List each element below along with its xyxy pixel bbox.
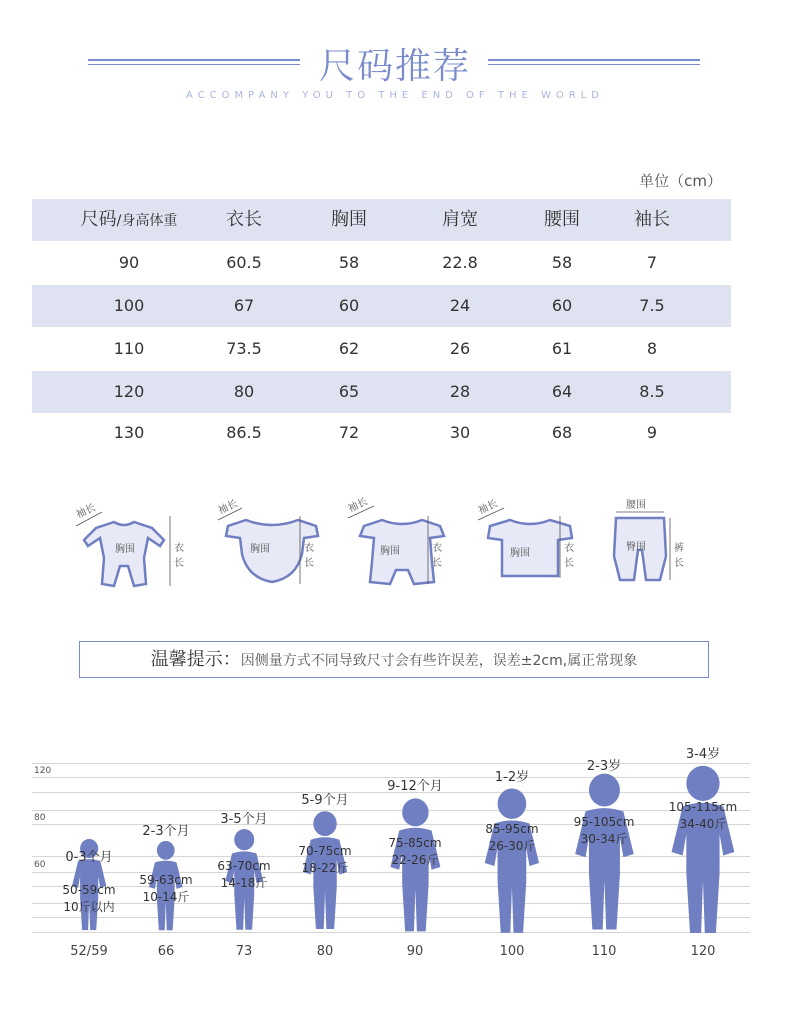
- svg-text:胸围: 胸围: [380, 546, 400, 557]
- table-row: [32, 285, 731, 327]
- table-cell: 64: [551, 382, 573, 401]
- svg-text:长: 长: [564, 558, 574, 569]
- garment-tshirt: [474, 496, 604, 596]
- table-cell: 86.5: [226, 423, 262, 442]
- table-cell: 28: [449, 382, 471, 401]
- size-label: 66: [157, 944, 175, 959]
- size-label: 100: [499, 944, 525, 959]
- height-range: 50-59cm: [62, 883, 116, 897]
- garment-bodysuit: [212, 496, 342, 596]
- table-cell: 58: [551, 253, 573, 272]
- child-silhouette-icon: [666, 764, 740, 940]
- svg-text:衣: 衣: [174, 543, 184, 554]
- table-row: [32, 241, 731, 285]
- weight-range: 30-34斤: [580, 832, 628, 846]
- header-length: 衣长: [226, 209, 262, 230]
- y-tick-120: 120: [34, 766, 52, 776]
- header-shoulder: 肩宽: [442, 209, 478, 230]
- age-label: 0-3个月: [65, 850, 113, 865]
- garment-romper-longsleeve: [68, 496, 198, 596]
- svg-text:袖长: 袖长: [216, 498, 240, 517]
- table-cell: 7.5: [639, 296, 665, 315]
- table-cell: 61: [551, 339, 573, 358]
- age-label: 2-3个月: [142, 824, 190, 839]
- weight-range: 18-22斤: [301, 861, 349, 875]
- table-cell: 8.5: [639, 382, 665, 401]
- size-label: 52/59: [70, 944, 108, 959]
- table-cell: 62: [338, 339, 360, 358]
- header-waist: 腰围: [544, 209, 580, 230]
- page-title: 尺码推荐: [318, 46, 471, 87]
- table-cell: 60.5: [226, 253, 262, 272]
- table-cell: 7: [646, 253, 658, 272]
- tip-box: [79, 641, 709, 678]
- height-range: 95-105cm: [573, 815, 635, 829]
- unit-label: 单位（cm）: [639, 172, 722, 190]
- table-cell: 22.8: [442, 253, 478, 272]
- table-cell: 110: [113, 339, 145, 358]
- svg-text:袖长: 袖长: [346, 496, 370, 515]
- header-chest: 胸围: [331, 209, 367, 230]
- height-range: 85-95cm: [485, 822, 539, 836]
- garment-shortall: [342, 496, 472, 596]
- page-subtitle: ACCOMPANY YOU TO THE END OF THE WORLD: [186, 90, 604, 101]
- weight-range: 14-18斤: [220, 876, 268, 890]
- table-cell: 26: [449, 339, 471, 358]
- table-row: [32, 371, 731, 413]
- table-cell: 100: [113, 296, 145, 315]
- child-silhouette-icon: [480, 787, 544, 939]
- table-cell: 80: [233, 382, 255, 401]
- table-header-row: [32, 199, 731, 241]
- height-range: 63-70cm: [217, 859, 271, 873]
- svg-text:胸围: 胸围: [510, 548, 530, 559]
- size-label: 110: [591, 944, 617, 959]
- height-range: 59-63cm: [139, 873, 193, 887]
- header-size: 尺码/身高体重: [80, 209, 178, 230]
- size-label: 73: [235, 944, 253, 959]
- age-label: 1-2岁: [494, 770, 530, 785]
- svg-text:裤: 裤: [674, 543, 684, 554]
- garment-pants: [604, 496, 704, 596]
- height-range: 75-85cm: [388, 836, 442, 850]
- table-cell: 67: [233, 296, 255, 315]
- age-label: 5-9个月: [301, 793, 349, 808]
- table-cell: 73.5: [226, 339, 262, 358]
- child-silhouette-icon: [570, 772, 639, 936]
- weight-range: 22-26斤: [391, 853, 439, 867]
- table-cell: 58: [338, 253, 360, 272]
- table-cell: 65: [338, 382, 360, 401]
- weight-range: 10斤以内: [63, 900, 115, 914]
- svg-text:长: 长: [174, 558, 184, 569]
- svg-text:衣: 衣: [432, 543, 442, 554]
- size-label: 80: [316, 944, 334, 959]
- svg-text:胸围: 胸围: [250, 544, 270, 555]
- svg-text:长: 长: [432, 558, 442, 569]
- table-row: [32, 413, 731, 453]
- table-cell: 8: [646, 339, 658, 358]
- table-cell: 130: [113, 423, 145, 442]
- svg-text:袖长: 袖长: [476, 498, 500, 517]
- size-label: 120: [690, 944, 716, 959]
- y-tick-80: 80: [34, 813, 46, 823]
- svg-text:腰围: 腰围: [626, 500, 646, 511]
- svg-text:胸围: 胸围: [115, 544, 135, 555]
- svg-text:臀围: 臀围: [626, 542, 646, 553]
- size-label: 90: [406, 944, 424, 959]
- svg-text:衣: 衣: [564, 543, 574, 554]
- table-row: [32, 327, 731, 371]
- table-cell: 120: [113, 382, 145, 401]
- age-label: 9-12个月: [387, 779, 443, 794]
- tip-text: 因侧量方式不同导致尺寸会有些许误差，误差±2cm,属正常现象: [240, 653, 638, 669]
- weight-range: 10-14斤: [142, 890, 190, 904]
- svg-text:袖长: 袖长: [74, 502, 98, 521]
- height-range: 70-75cm: [298, 844, 352, 858]
- svg-text:长: 长: [304, 558, 314, 569]
- weight-range: 34-40斤: [679, 817, 727, 831]
- table-cell: 9: [646, 423, 658, 442]
- size-table: [32, 199, 731, 453]
- svg-text:长: 长: [674, 558, 684, 569]
- header-sleeve: 袖长: [634, 209, 670, 230]
- age-label: 3-5个月: [220, 812, 268, 827]
- height-range: 105-115cm: [668, 800, 738, 814]
- age-label: 3-4岁: [685, 747, 721, 762]
- tip-label: 温馨提示：: [150, 649, 241, 670]
- svg-text:衣: 衣: [304, 543, 314, 554]
- y-tick-60: 60: [34, 860, 46, 870]
- table-cell: 90: [118, 253, 140, 272]
- age-label: 2-3岁: [586, 759, 622, 774]
- weight-range: 26-30斤: [488, 839, 536, 853]
- table-cell: 24: [449, 296, 471, 315]
- table-cell: 60: [338, 296, 360, 315]
- table-cell: 72: [338, 423, 360, 442]
- table-cell: 60: [551, 296, 573, 315]
- table-cell: 68: [551, 423, 573, 442]
- table-cell: 30: [449, 423, 471, 442]
